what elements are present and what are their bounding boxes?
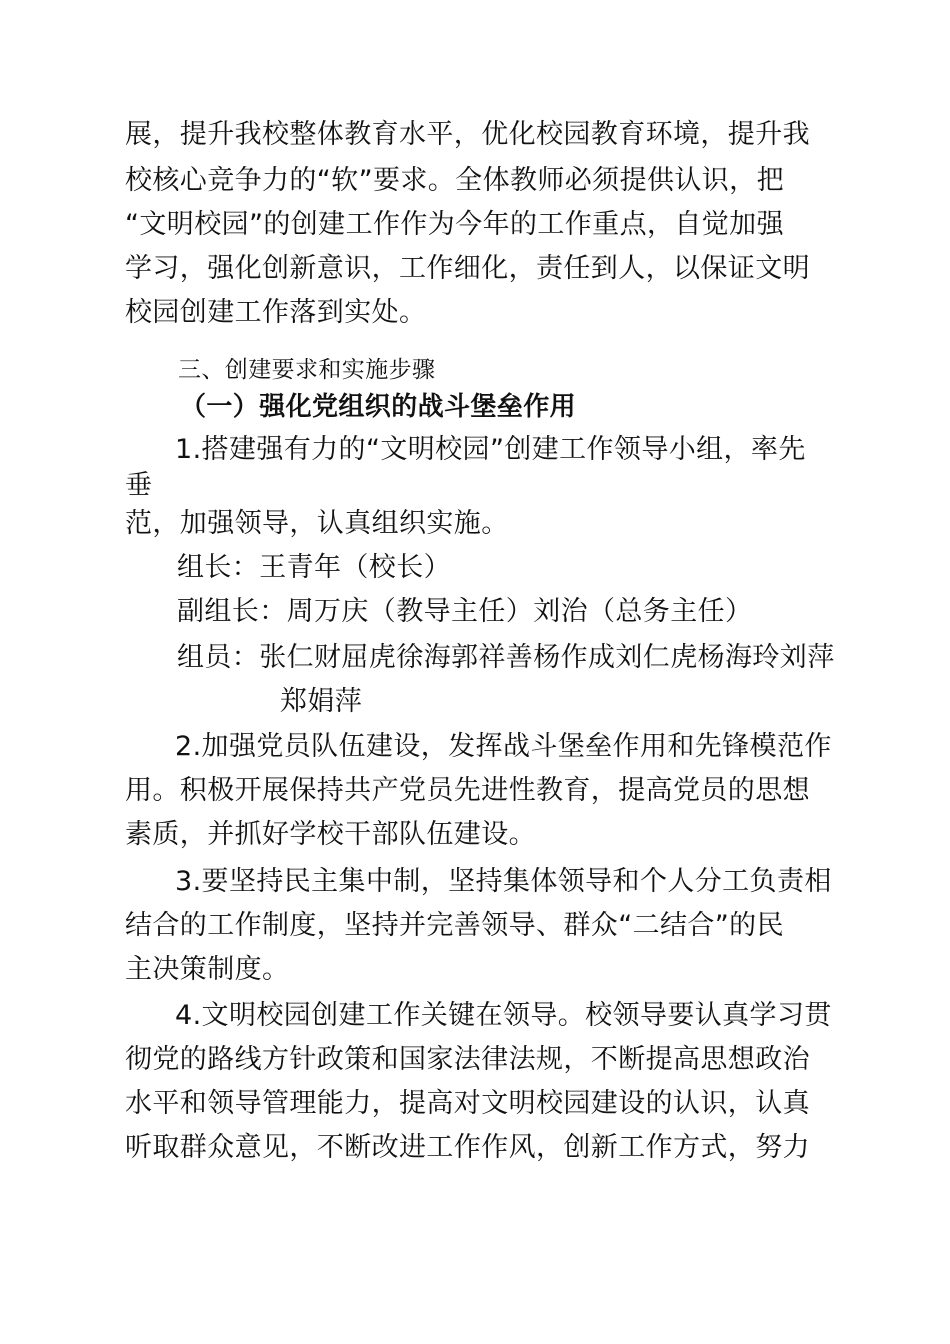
paragraph-line: “文明校园”的创建工作作为今年的工作重点，自觉加强 [125,209,784,240]
paragraph-line: 彻党的路线方针政策和国家法律法规，不断提高思想政治 [125,1044,810,1075]
paragraph-line: 垂 [125,470,153,501]
paragraph-line: 听取群众意见，不断改进工作作风，创新工作方式，努力 [125,1132,810,1163]
paragraph-line: 展，提升我校整体教育水平，优化校园教育环境，提升我 [125,119,810,150]
paragraph-line: 学习，强化创新意识，工作细化，责任到人，以保证文明 [125,253,810,284]
paragraph-line: 1.搭建强有力的“文明校园”创建工作领导小组，率先 [175,434,806,465]
paragraph-line: 主决策制度。 [125,954,290,985]
paragraph-line: 校园创建工作落到实处。 [125,297,427,328]
paragraph-line: 结合的工作制度，坚持并完善领导、群众“二结合”的民 [125,910,784,941]
subsection-heading: （一）强化党组织的战斗堡垒作用 [180,392,577,422]
paragraph-line: 用。积极开展保持共产党员先进性教育，提高党员的思想 [125,775,810,806]
paragraph-line: 校核心竞争力的“软”要求。全体教师必须提供认识，把 [125,165,784,196]
paragraph-line: 4.文明校园创建工作关键在领导。校领导要认真学习贯 [175,1000,832,1031]
group-leader-line: 组长：王青年（校长） [177,552,451,583]
members-line-continued: 郑娟萍 [280,686,363,717]
paragraph-line: 范，加强领导，认真组织实施。 [125,508,509,539]
paragraph-line: 3.要坚持民主集中制，坚持集体领导和个人分工负责相 [175,866,832,897]
paragraph-line: 水平和领导管理能力，提高对文明校园建设的认识，认真 [125,1088,810,1119]
members-line: 组员：张仁财屈虎徐海郭祥善杨作成刘仁虎杨海玲刘萍 [177,642,835,673]
section-heading: 三、创建要求和实施步骤 [178,357,436,383]
paragraph-line: 2.加强党员队伍建设，发挥战斗堡垒作用和先锋模范作 [175,731,832,762]
deputy-leader-line: 副组长：周万庆（教导主任）刘治（总务主任） [177,596,753,627]
paragraph-line: 素质，并抓好学校干部队伍建设。 [125,819,536,850]
